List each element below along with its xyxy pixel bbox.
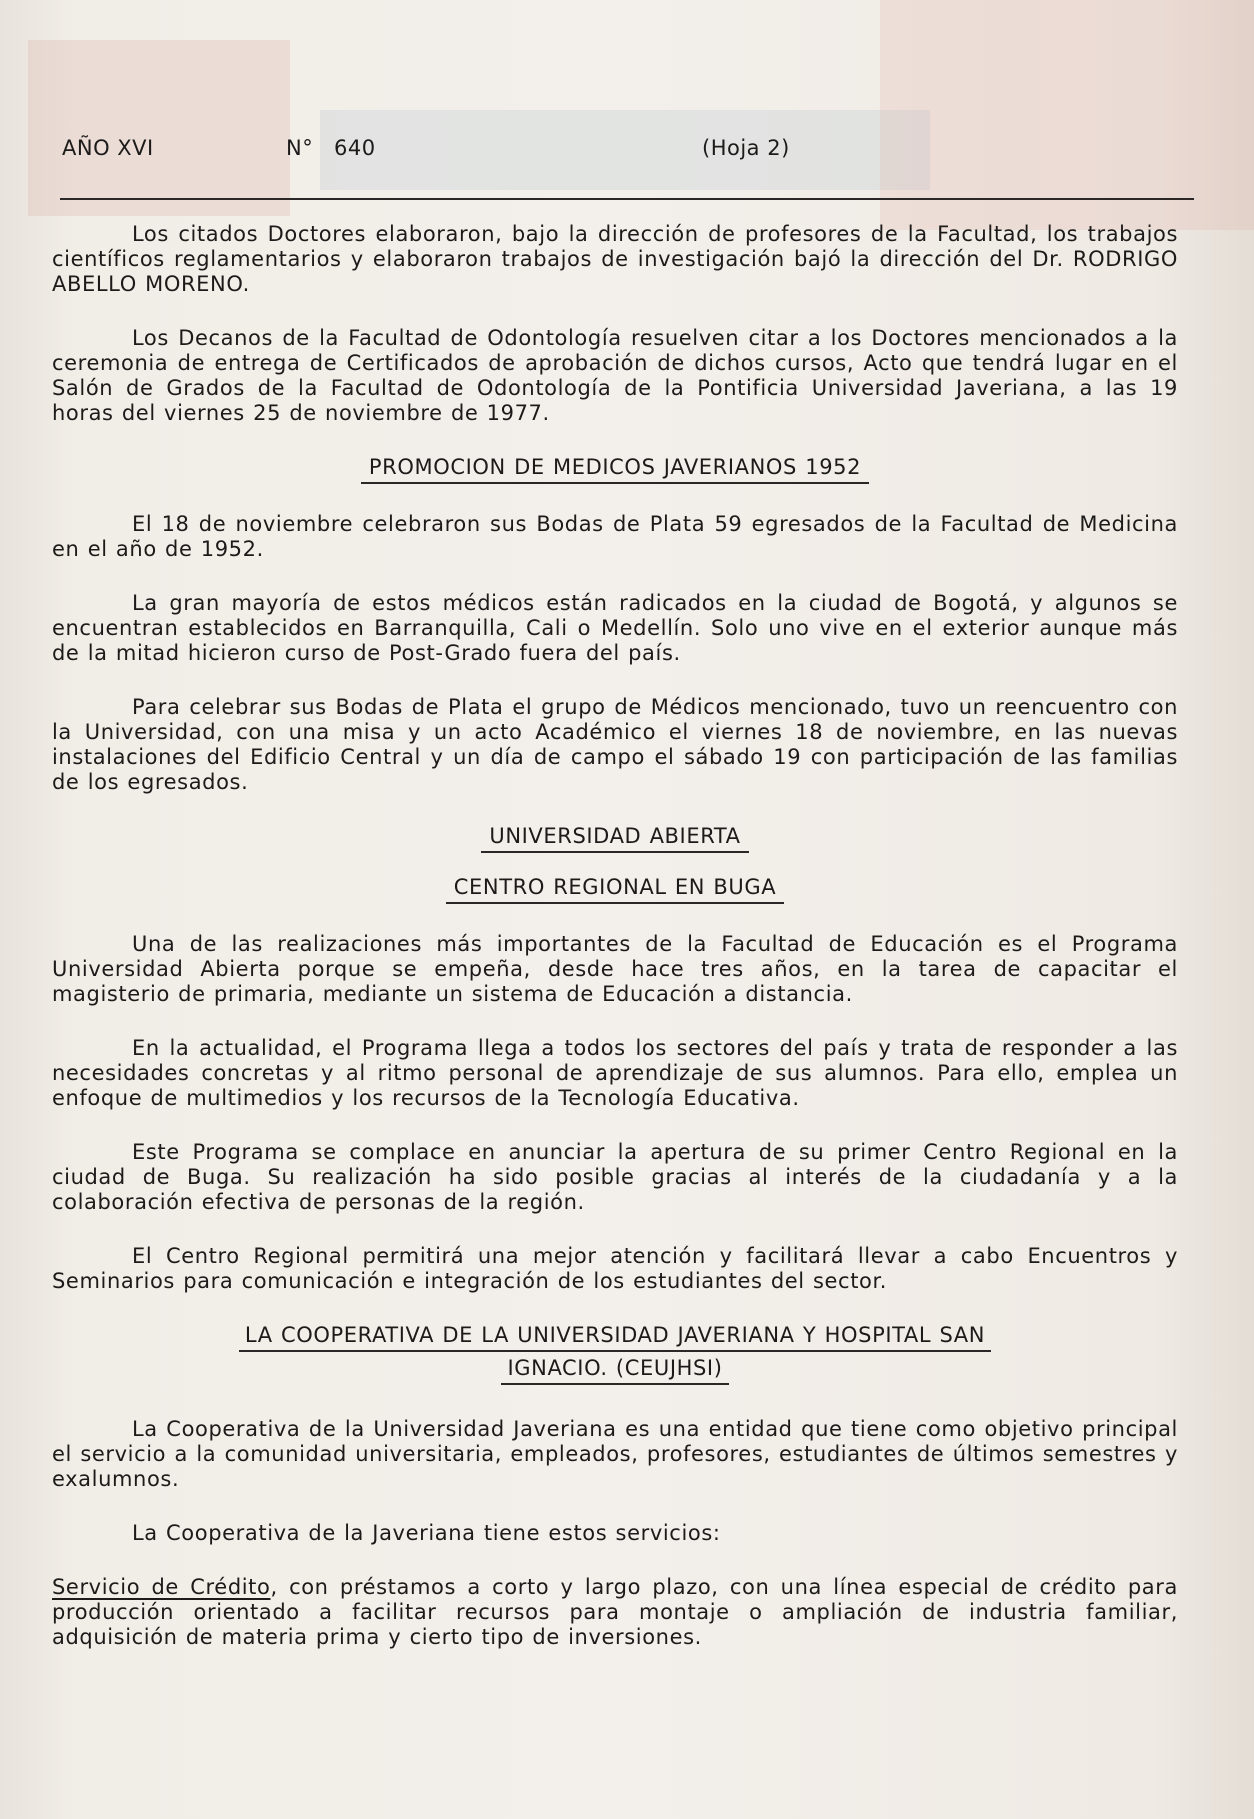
paragraph-centro: El Centro Regional permitirá una mejor atención y facilitará llevar a cabo Encuentros y Seminarios para comunicación e integración de los estudiantes del sector. bbox=[52, 1244, 1178, 1293]
paragraph-cooperativa: La Cooperativa de la Universidad Javeriana es una entidad que tiene como objetivo principal el servicio a la comunidad universitaria, empleados, profesores, estudiantes de últimos semestres y exalumnos. bbox=[52, 1417, 1178, 1491]
header-number-label: N° bbox=[286, 136, 314, 160]
paragraph-trabajos: Los citados Doctores elaboraron, bajo la dirección de profesores de la Facultad, los trabajos científicos reglamentarios y elaboraron trabajos de investigación bajó la dirección del Dr. RODRIGO ABELLO MORENO. bbox=[52, 222, 1178, 296]
credit-label: Servicio de Crédito bbox=[52, 1575, 271, 1599]
heading-centro-regional-text: CENTRO REGIONAL EN BUGA bbox=[446, 875, 784, 904]
document-body bbox=[52, 222, 1178, 1679]
credit-text: , con préstamos a corto y largo plazo, con una línea especial de crédito para producción orientado a facilitar recursos para montaje o ampliación de industria familiar, adquisición de materia prima y cierto tipo de inversiones. bbox=[52, 1575, 1178, 1649]
paragraph-bodas: El 18 de noviembre celebraron sus Bodas de Plata 59 egresados de la Facultad de Medicina en el año de 1952. bbox=[52, 512, 1178, 561]
paragraph-actualidad: En la actualidad, el Programa llega a todos los sectores del país y trata de responder a las necesidades concretas y al ritmo personal de aprendizaje de sus alumnos. Para ello, emplea un enfoque de multimedios y los recursos de la Tecnología Educativa. bbox=[52, 1036, 1178, 1110]
heading-cooperativa-line2: IGNACIO. (CEUJHSI) bbox=[501, 1356, 728, 1385]
paragraph-radicados: La gran mayoría de estos médicos están radicados en la ciudad de Bogotá, y algunos se encuentran establecidos en Barranquilla, Cali o Medellín. Solo uno vive en el exterior aunque más de la mitad hicieron curso de Post-Grado fuera del país. bbox=[52, 591, 1178, 665]
header-year: AÑO XVI bbox=[62, 136, 154, 160]
paragraph-realizaciones: Una de las realizaciones más importantes de la Facultad de Educación es el Programa Universidad Abierta porque se empeña, desde hace tres años, en la tarea de capacitar el magisterio de primaria, mediante un sistema de Educación a distancia. bbox=[52, 932, 1178, 1006]
letterhead-ghost-logo bbox=[880, 0, 1254, 230]
header-number: 640 bbox=[334, 136, 376, 160]
header-divider bbox=[60, 198, 1194, 200]
paragraph-servicios: La Cooperativa de la Javeriana tiene estos servicios: bbox=[132, 1521, 721, 1545]
paragraph-credito bbox=[52, 1575, 1178, 1650]
page-header bbox=[62, 136, 1192, 176]
heading-cooperativa bbox=[52, 1323, 1178, 1385]
heading-medicos-text: PROMOCION DE MEDICOS JAVERIANOS 1952 bbox=[361, 455, 869, 484]
heading-universidad-abierta bbox=[52, 824, 1178, 853]
header-sheet: (Hoja 2) bbox=[702, 136, 790, 160]
heading-centro-regional bbox=[52, 875, 1178, 904]
paragraph-celebrar: Para celebrar sus Bodas de Plata el grupo de Médicos mencionado, tuvo un reencuentro con la Universidad, con una misa y un acto Académico el viernes 18 de noviembre, en las nuevas instalaciones del Edificio Central y un día de campo el sábado 19 con participación de las familias de los egresados. bbox=[52, 695, 1178, 794]
paragraph-apertura: Este Programa se complace en anunciar la apertura de su primer Centro Regional en la ciudad de Buga. Su realización ha sido posible gracias al interés de la ciudadanía y a la colaboración efectiva de personas de la región. bbox=[52, 1140, 1178, 1214]
heading-medicos bbox=[52, 455, 1178, 484]
heading-universidad-abierta-text: UNIVERSIDAD ABIERTA bbox=[481, 824, 748, 853]
paragraph-decanos: Los Decanos de la Facultad de Odontología resuelven citar a los Doctores mencionados a la ceremonia de entrega de Certificados de aprobación de dichos cursos, Acto que tendrá lugar en el Salón de Grados de la Facultad de Odontología de la Pontificia Universidad Javeriana, a las 19 horas del viernes 25 de noviembre de 1977. bbox=[52, 326, 1178, 425]
letterhead-ghost-block bbox=[28, 40, 290, 216]
heading-cooperativa-line1: LA COOPERATIVA DE LA UNIVERSIDAD JAVERIANA Y HOSPITAL SAN bbox=[239, 1323, 991, 1352]
